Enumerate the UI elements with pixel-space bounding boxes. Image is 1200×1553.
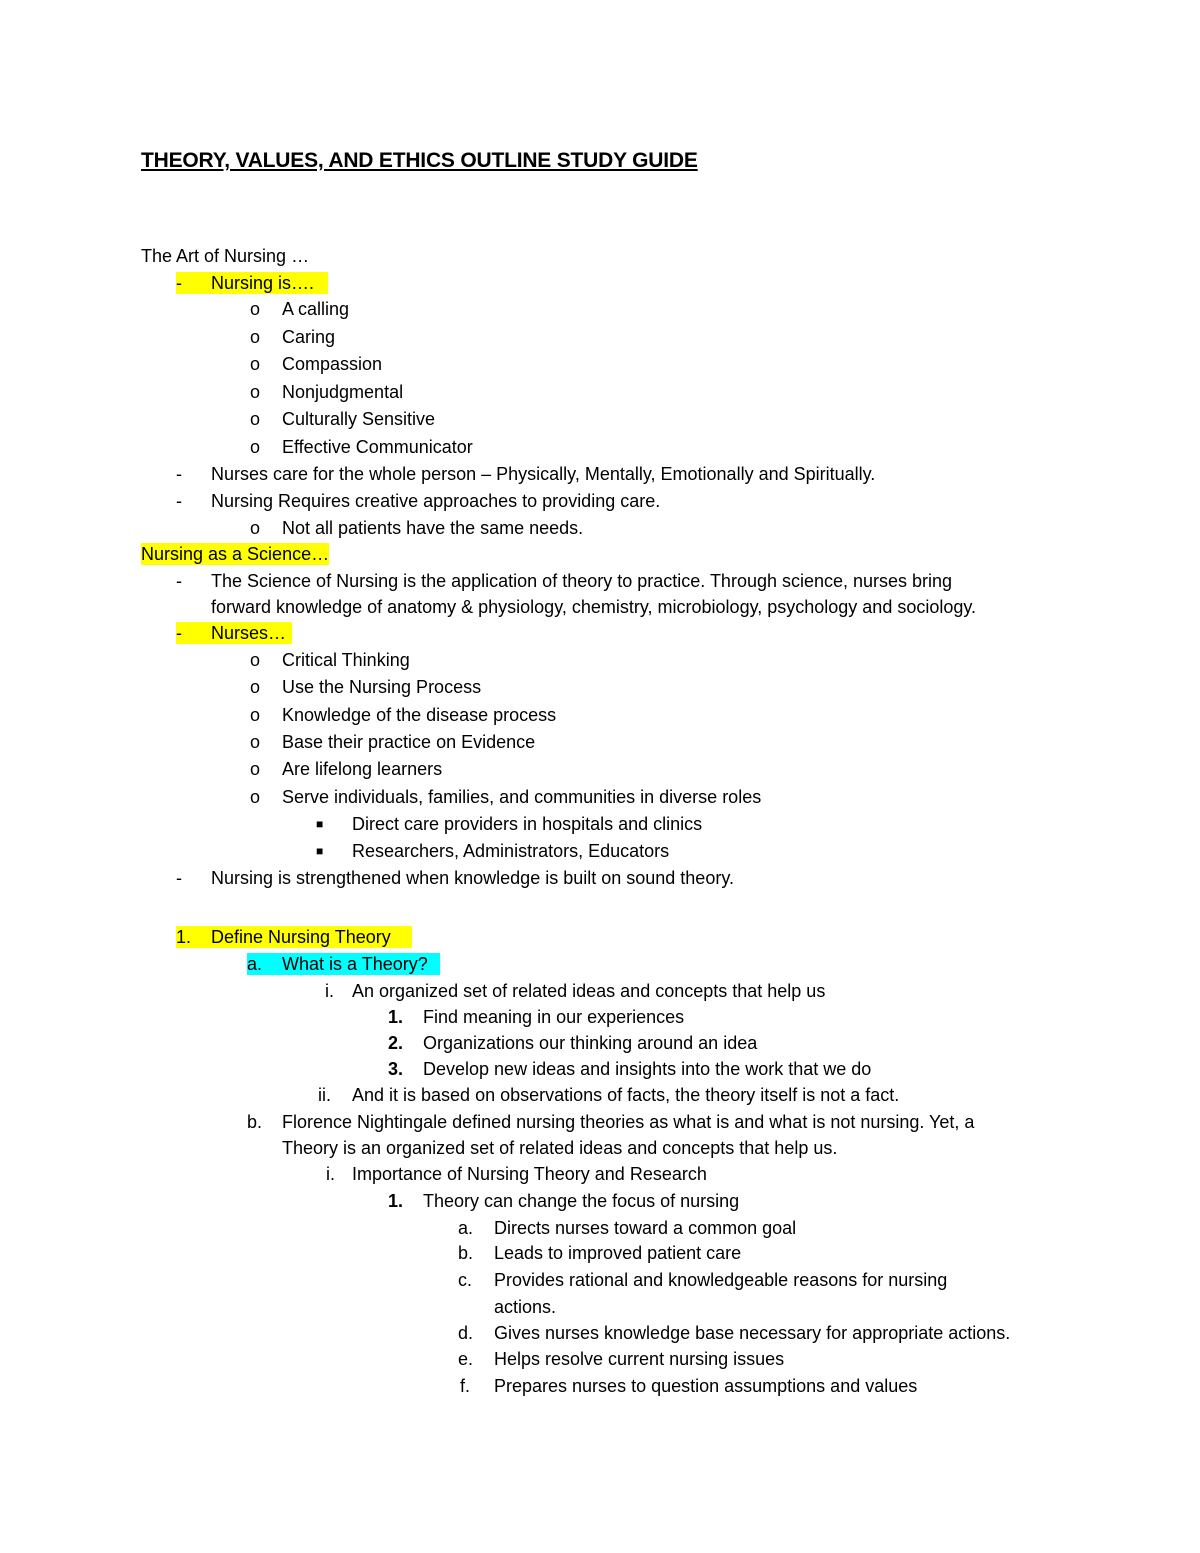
circle-bullet-icon: o xyxy=(250,409,261,429)
list-item: Nursing is strengthened when knowledge is built on sound theory. xyxy=(211,868,734,888)
circle-bullet-icon: o xyxy=(250,705,261,725)
dash-marker: - xyxy=(176,571,182,591)
circle-bullet-icon: o xyxy=(250,437,261,457)
list-item: Find meaning in our experiences xyxy=(423,1007,685,1027)
item-letter: e. xyxy=(458,1349,474,1369)
list-item: Are lifelong learners xyxy=(282,759,443,779)
item-number: 1. xyxy=(388,1007,404,1027)
item-letter: f. xyxy=(460,1376,471,1396)
list-item: Researchers, Administrators, Educators xyxy=(352,841,670,861)
circle-bullet-icon: o xyxy=(250,759,261,779)
circle-bullet-icon: o xyxy=(250,650,261,670)
list-item: And it is based on observations of facts, the theory itself is not a fact. xyxy=(352,1085,900,1105)
section-1a-heading xyxy=(247,953,440,975)
nursing-is-label: Nursing is…. xyxy=(211,273,315,293)
circle-bullet-icon: o xyxy=(250,327,261,347)
list-item: Organizations our thinking around an idea xyxy=(423,1033,758,1053)
circle-bullet-icon: o xyxy=(250,518,261,538)
square-bullet-icon: ■ xyxy=(316,844,324,858)
dash-marker: - xyxy=(176,273,182,293)
list-item: Effective Communicator xyxy=(282,437,473,457)
art-heading: The Art of Nursing … xyxy=(141,246,310,266)
list-item: Nonjudgmental xyxy=(282,382,404,402)
section-1-label: Define Nursing Theory xyxy=(211,927,391,947)
science-paragraph-line1: The Science of Nursing is the application of theory to practice. Through science, nurses bring xyxy=(211,571,953,591)
dash-marker: - xyxy=(176,464,182,484)
list-item: Base their practice on Evidence xyxy=(282,732,536,752)
circle-bullet-icon: o xyxy=(250,354,261,374)
section-1b-line2: Theory is an organized set of related ideas and concepts that help us. xyxy=(282,1138,838,1158)
list-item: Nurses care for the whole person – Physically, Mentally, Emotionally and Spiritually. xyxy=(211,464,876,484)
list-item-continuation: actions. xyxy=(494,1297,557,1317)
nurses-label: Nurses… xyxy=(211,623,287,643)
list-item: Gives nurses knowledge base necessary for appropriate actions. xyxy=(494,1323,1011,1343)
dash-marker: - xyxy=(176,491,182,511)
list-item: Nursing Requires creative approaches to providing care. xyxy=(211,491,661,511)
section-letter: b. xyxy=(247,1112,263,1132)
list-item: Critical Thinking xyxy=(282,650,410,670)
section-1-heading xyxy=(176,926,412,948)
circle-bullet-icon: o xyxy=(250,382,261,402)
list-item: Directs nurses toward a common goal xyxy=(494,1218,797,1238)
item-number: 2. xyxy=(388,1033,404,1053)
roman-numeral: i. xyxy=(326,1164,335,1184)
list-item: Prepares nurses to question assumptions and values xyxy=(494,1376,918,1396)
roman-numeral: i. xyxy=(325,981,334,1001)
section-1bi-label: Importance of Nursing Theory and Research xyxy=(352,1164,707,1184)
item-letter: b. xyxy=(458,1243,474,1263)
list-item: Culturally Sensitive xyxy=(282,409,436,429)
section-1a-label: What is a Theory? xyxy=(282,954,428,974)
science-heading: Nursing as a Science… xyxy=(141,544,330,564)
science-paragraph-line2: forward knowledge of anatomy & physiology, chemistry, microbiology, psychology and sociology. xyxy=(211,597,977,617)
nursing-is-item xyxy=(176,272,328,294)
section-1b-line1: Florence Nightingale defined nursing theories as what is and what is not nursing. Yet, a xyxy=(282,1112,975,1132)
section-number: 1. xyxy=(176,927,192,947)
list-item: Develop new ideas and insights into the work that we do xyxy=(423,1059,872,1079)
square-bullet-icon: ■ xyxy=(316,817,324,831)
item-number: 1. xyxy=(388,1191,404,1211)
circle-bullet-icon: o xyxy=(250,677,261,697)
dash-marker: - xyxy=(176,868,182,888)
item-number: 3. xyxy=(388,1059,404,1079)
circle-bullet-icon: o xyxy=(250,299,261,319)
item-letter: c. xyxy=(458,1270,473,1290)
list-item: Not all patients have the same needs. xyxy=(282,518,584,538)
item-letter: a. xyxy=(458,1218,474,1238)
list-item: Direct care providers in hospitals and clinics xyxy=(352,814,703,834)
list-item: Theory can change the focus of nursing xyxy=(423,1191,740,1211)
list-item: Use the Nursing Process xyxy=(282,677,482,697)
dash-marker: - xyxy=(176,623,182,643)
section-letter: a. xyxy=(247,954,263,974)
page-title: THEORY, VALUES, AND ETHICS OUTLINE STUDY GUIDE xyxy=(141,149,698,172)
list-item: An organized set of related ideas and concepts that help us xyxy=(352,981,826,1001)
list-item: Caring xyxy=(282,327,336,347)
list-item: Compassion xyxy=(282,354,383,374)
roman-numeral: ii. xyxy=(318,1085,331,1105)
nurses-item xyxy=(176,622,292,644)
list-item: Knowledge of the disease process xyxy=(282,705,557,725)
list-item: Leads to improved patient care xyxy=(494,1243,742,1263)
list-item: Provides rational and knowledgeable reasons for nursing xyxy=(494,1270,948,1290)
list-item: Serve individuals, families, and communities in diverse roles xyxy=(282,787,762,807)
list-item: A calling xyxy=(282,299,350,319)
item-letter: d. xyxy=(458,1323,474,1343)
circle-bullet-icon: o xyxy=(250,732,261,752)
list-item: Helps resolve current nursing issues xyxy=(494,1349,785,1369)
circle-bullet-icon: o xyxy=(250,787,261,807)
